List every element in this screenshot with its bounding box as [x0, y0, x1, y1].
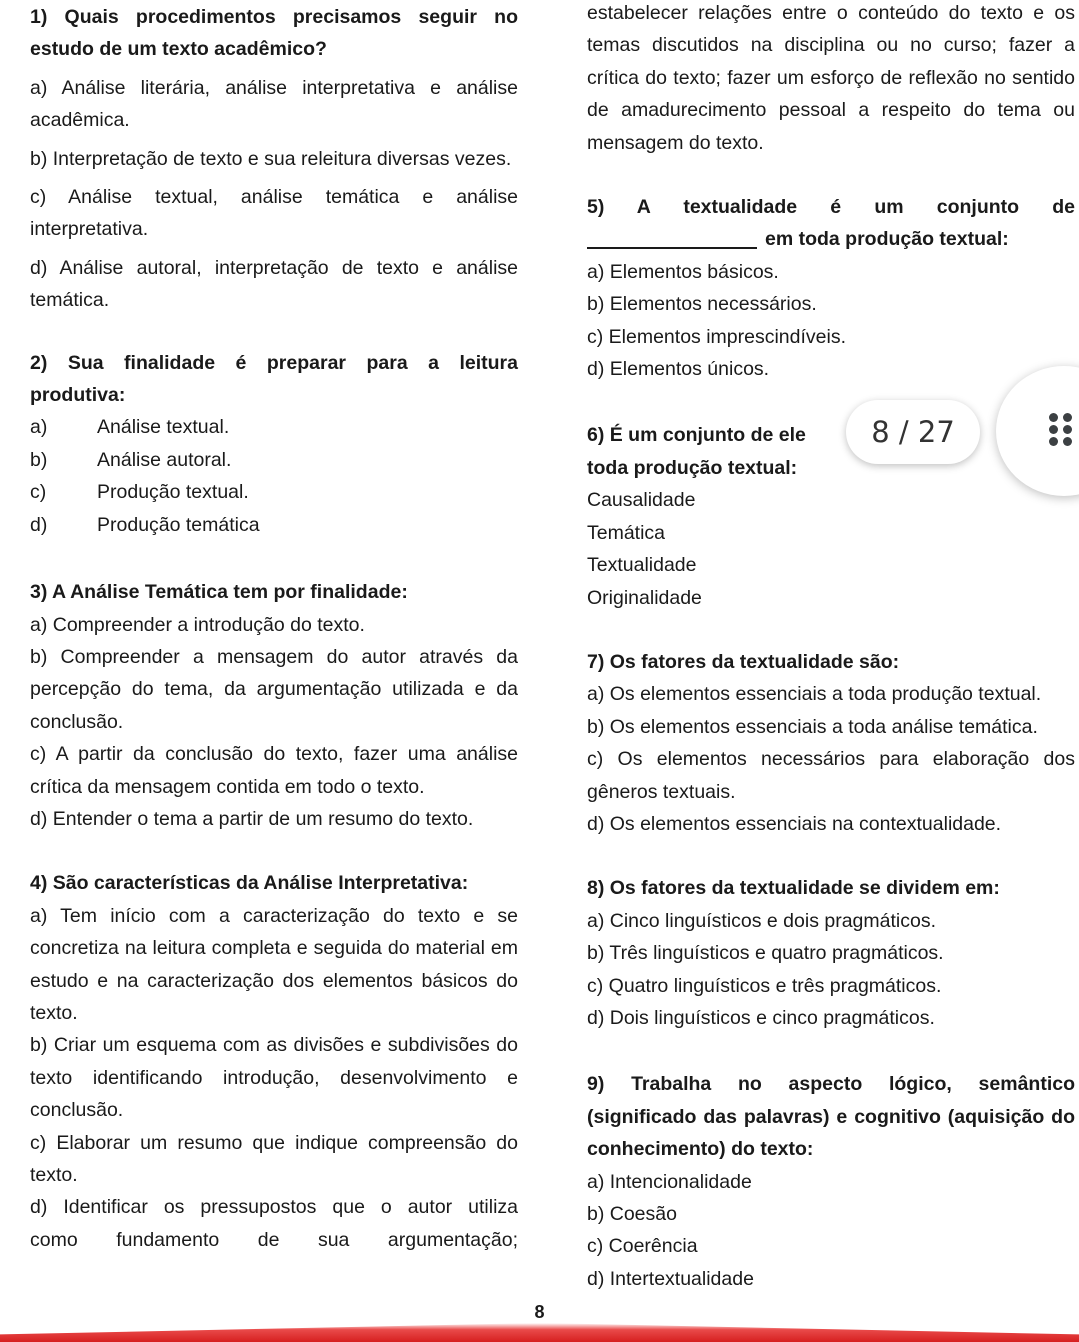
question-7-option-c: c) Os elementos necessários para elaboração dos gêneros textuais.: [587, 748, 1075, 803]
question-9-option-d: d) Intertextualidade: [587, 1267, 754, 1290]
question-5-option-c: c) Elementos imprescindíveis.: [587, 325, 847, 348]
question-2-title-line2: produtiva:: [30, 384, 126, 407]
question-6-option: Temática: [587, 521, 666, 544]
dots-grid-icon: [1049, 413, 1079, 447]
spacer: [30, 835, 518, 867]
question-1-option-b: b) Interpretação de texto e sua releitura diversas vezes.: [30, 147, 512, 170]
question-8: [587, 872, 1075, 1034]
question-9-title: 9) Trabalha no aspecto lógico, semântico (significado das palavras) e cognitivo (aquisição do conhecimento) do texto:: [587, 1073, 1075, 1161]
question-5: [587, 191, 1075, 385]
page-number: 8: [534, 1302, 545, 1322]
fill-in-blank: [587, 227, 757, 249]
question-1-title-line1: 1) Quais procedimentos precisamos seguir no: [30, 6, 518, 28]
question-2-option-a: [30, 411, 518, 443]
previous-question-continuation: estabelecer relações entre o conteúdo do texto e os temas discutidos na disciplina ou no curso; fazer a crítica do texto; fazer um esforço de reflexão no sentido de amadurecimento pessoal a respeito do tema ou mensagem do texto.: [587, 2, 1075, 154]
question-1-option-d: d) Análise autoral, interpretação de texto e análise temática.: [30, 256, 518, 312]
question-4-option-d: d) Identificar os pressupostos que o autor utiliza: [30, 1196, 518, 1219]
question-6-option: Textualidade: [587, 554, 697, 577]
question-5-option-b: b) Elementos necessários.: [587, 293, 817, 316]
question-6-title-start: 6) É um conjunto de ele: [587, 424, 806, 447]
option-key: b): [30, 448, 48, 471]
page-indicator[interactable]: 8 / 27: [846, 400, 980, 464]
question-4-title: 4) São características da Análise Interpretativa:: [30, 872, 469, 895]
question-9: [587, 1068, 1075, 1295]
spacer: [587, 1034, 1075, 1068]
option-key: a): [30, 416, 48, 439]
question-2-title-line1: 2) Sua finalidade é preparar para a leitura: [30, 351, 518, 374]
question-8-option-d: d) Dois linguísticos e cinco pragmáticos.: [587, 1006, 935, 1029]
question-6-option: Causalidade: [587, 489, 696, 512]
question-4: [30, 867, 518, 1256]
spacer: [30, 541, 518, 576]
question-4-option-a: a) Tem início com a caracterização do texto e se concretiza na leitura completa e seguida do material em estudo e na caracterização dos elementos básicos do texto.: [30, 904, 518, 1024]
question-9-option-c: c) Coerência: [587, 1235, 698, 1258]
option-key: c): [30, 481, 47, 504]
spacer: [587, 614, 1075, 646]
question-1-title-line2: estudo de um texto acadêmico?: [30, 38, 327, 61]
left-column: [30, 1, 518, 1256]
question-4-option-c: c) Elaborar um resumo que indique compreensão do texto.: [30, 1131, 518, 1186]
spacer: [587, 159, 1075, 191]
question-8-option-b: b) Três linguísticos e quatro pragmáticos.: [587, 942, 944, 965]
question-8-title: 8) Os fatores da textualidade se dividem em:: [587, 877, 1000, 900]
question-5-title-line1: 5) A textualidade é um conjunto de: [587, 196, 1075, 219]
question-6-option: Originalidade: [587, 586, 702, 609]
question-8-option-c: c) Quatro linguísticos e três pragmáticos.: [587, 974, 942, 997]
question-3-option-a: a) Compreender a introdução do texto.: [30, 613, 365, 636]
question-4-option-d-last-line: como fundamento de sua argumentação;: [30, 1228, 518, 1251]
question-2: [30, 347, 518, 541]
question-6-title-line2: toda produção textual:: [587, 456, 798, 479]
question-3-option-d: d) Entender o tema a partir de um resumo do texto.: [30, 807, 474, 830]
option-key: d): [30, 513, 48, 536]
question-8-option-a: a) Cinco linguísticos e dois pragmáticos.: [587, 909, 936, 932]
option-text: Produção textual.: [97, 481, 249, 504]
question-5-option-a: a) Elementos básicos.: [587, 260, 779, 283]
option-text: Análise textual.: [97, 416, 230, 439]
question-3: [30, 576, 518, 835]
question-2-option-b: [30, 444, 518, 476]
spacer: [587, 840, 1075, 872]
question-3-option-b: b) Compreender a mensagem do autor através da percepção do tema, da argumentação utilizada e da conclusão.: [30, 645, 518, 733]
question-7-option-b: b) Os elementos essenciais a toda análise temática.: [587, 715, 1038, 738]
question-9-option-a: a) Intencionalidade: [587, 1170, 752, 1193]
option-text: Análise autoral.: [97, 448, 232, 471]
question-9-option-b: b) Coesão: [587, 1203, 677, 1225]
question-7-option-a: a) Os elementos essenciais a toda produção textual.: [587, 683, 1042, 706]
question-1-option-c: c) Análise textual, análise temática e análise interpretativa.: [30, 186, 518, 241]
spacer: [30, 317, 518, 347]
question-1: [30, 1, 518, 317]
question-7-title: 7) Os fatores da textualidade são:: [587, 650, 900, 673]
question-2-option-d: [30, 509, 518, 541]
right-column: [587, 0, 1075, 1295]
question-1-option-a: a) Análise literária, análise interpretativa e análise acadêmica.: [30, 76, 518, 132]
question-5-option-d: d) Elementos únicos.: [587, 358, 770, 381]
question-7-option-d: d) Os elementos essenciais na contextualidade.: [587, 812, 1002, 835]
question-3-option-c: c) A partir da conclusão do texto, fazer uma análise crítica da mensagem contida em todo o texto.: [30, 743, 518, 798]
question-2-option-c: [30, 476, 518, 508]
question-3-title: 3) A Análise Temática tem por finalidade:: [30, 581, 408, 604]
question-5-title-line2: [587, 223, 1075, 255]
question-7: [587, 646, 1075, 840]
option-text: Produção temática: [97, 513, 260, 536]
question-5-title-line2-text: em toda produção textual:: [765, 228, 1009, 251]
question-4-option-b: b) Criar um esquema com as divisões e subdivisões do texto identificando introdução, desenvolvimento e conclusão.: [30, 1034, 518, 1122]
